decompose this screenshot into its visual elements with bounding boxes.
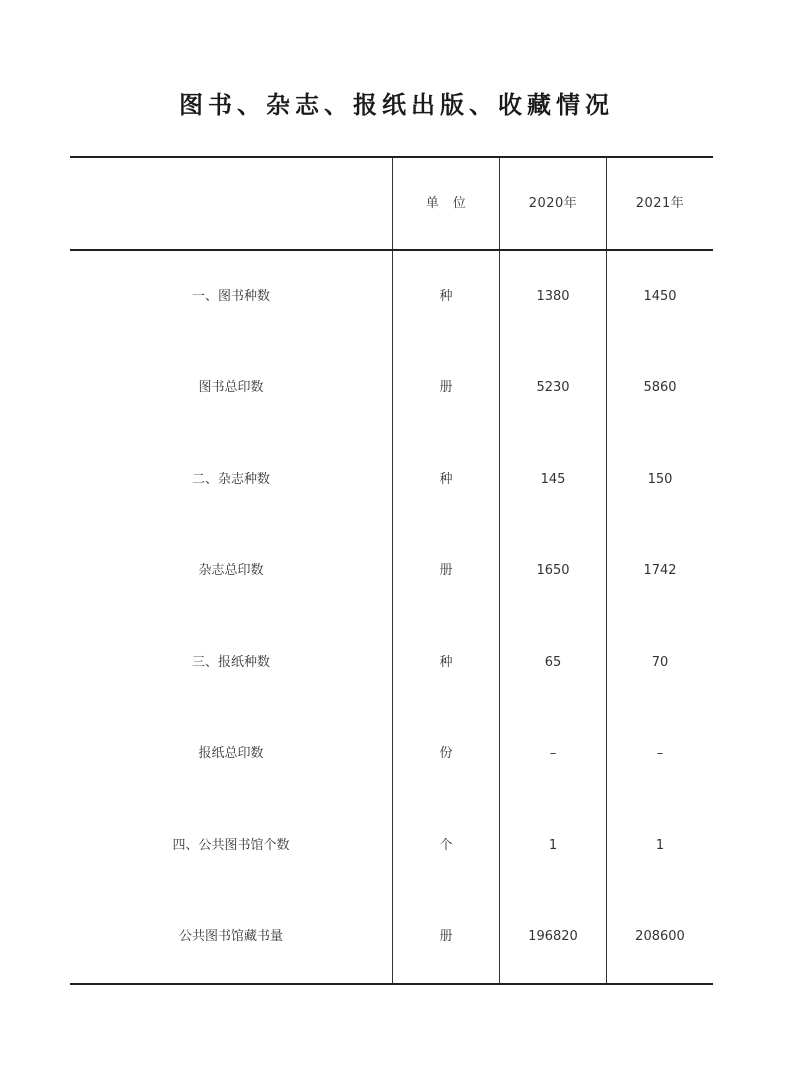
row-value-2020: 5230 — [499, 343, 606, 435]
row-value-2020: 65 — [499, 617, 606, 709]
row-value-2020: 1 — [499, 800, 606, 892]
row-value-2020: 1380 — [499, 251, 606, 343]
row-label: 四、公共图书馆个数 — [172, 837, 290, 853]
row-value-2021: 1742 — [606, 526, 713, 618]
row-unit: 册 — [392, 892, 499, 984]
table-row — [70, 800, 713, 892]
table-header-row — [70, 158, 713, 251]
statistics-table — [70, 156, 713, 985]
row-unit: 种 — [392, 617, 499, 709]
row-value-2021: 70 — [606, 617, 713, 709]
row-label: 杂志总印数 — [198, 563, 264, 579]
row-value-2020: 196820 — [499, 892, 606, 984]
row-value-2021: – — [606, 709, 713, 801]
table-row — [70, 892, 713, 984]
row-value-2021: 1450 — [606, 251, 713, 343]
row-value-2020: 145 — [499, 434, 606, 526]
header-item — [70, 158, 392, 249]
row-unit: 份 — [392, 709, 499, 801]
header-2021: 2021年 — [606, 158, 713, 249]
row-value-2021: 208600 — [606, 892, 713, 984]
table-row — [70, 434, 713, 526]
row-value-2020: – — [499, 709, 606, 801]
table-row — [70, 617, 713, 709]
row-label: 二、杂志种数 — [191, 471, 270, 487]
row-unit: 种 — [392, 434, 499, 526]
row-unit: 册 — [392, 526, 499, 618]
row-label: 一、图书种数 — [191, 288, 270, 304]
page-title: 图书、杂志、报纸出版、收藏情况 — [179, 90, 614, 119]
row-label: 报纸总印数 — [198, 746, 264, 762]
row-label: 图书总印数 — [198, 380, 264, 396]
row-unit: 个 — [392, 800, 499, 892]
row-label: 三、报纸种数 — [191, 654, 270, 670]
row-unit: 种 — [392, 251, 499, 343]
table-row — [70, 343, 713, 435]
table-row — [70, 526, 713, 618]
row-value-2021: 150 — [606, 434, 713, 526]
row-value-2021: 1 — [606, 800, 713, 892]
header-2020: 2020年 — [499, 158, 606, 249]
table-row — [70, 251, 713, 343]
row-value-2020: 1650 — [499, 526, 606, 618]
header-unit: 单 位 — [392, 158, 499, 249]
table-row — [70, 709, 713, 801]
row-label: 公共图书馆藏书量 — [178, 929, 283, 945]
row-unit: 册 — [392, 343, 499, 435]
row-value-2021: 5860 — [606, 343, 713, 435]
